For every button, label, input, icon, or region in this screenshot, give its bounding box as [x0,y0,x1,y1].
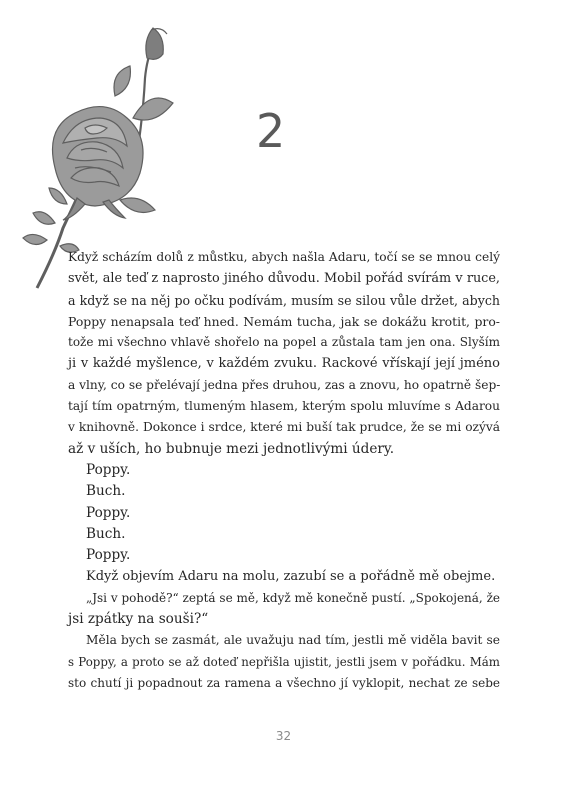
text-line: sto chutí ji popadnout za ramena a všechno jí vyklopit, nechat ze sebe [68,675,500,690]
text-line: a vlny, co se přelévají jedna přes druhou, zas a znovu, ho opatrně šep- [68,377,501,392]
text-line: Poppy nenapsala teď hned. Nemám tucha, jak se dokážu krotit, pro- [68,313,500,329]
text-line: „Jsi v pohodě?“ zeptá se mě, když mě konečně pustí. „Spokojená, že [86,590,500,605]
text-line: Když scházím dolů z můstku, abych našla Adaru, točí se se mnou celý [68,250,500,264]
text-line: tají tím opatrným, tlumeným hlasem, kterým spolu mluvíme s Adarou [68,399,500,414]
text-line: Poppy. [86,461,131,478]
text-line: ji v každé myšlence, v každém zvuku. Rackové vřískají její jméno [68,356,500,372]
text-line: s Poppy, a proto se až doteď nepřišla ujistit, jestli jsem v pořádku. Mám [68,654,500,669]
text-line: až v uších, ho bubnuje mezi jednotlivými údery. [68,440,395,457]
chapter-number: 2 [256,104,286,158]
page-number: 32 [275,729,292,743]
text-line: tože mi všechno vhlavě shořelo na popel a zůstala tam jen ona. Slyším [68,335,500,350]
text-line: jsi zpátky na souši?“ [68,611,209,628]
body-text [68,247,500,694]
text-line: a když se na něj po očku podívám, musím se silou vůle držet, abych [68,292,500,308]
text-line: Měla bych se zasmát, ale uvažuju nad tím, jestli mě viděla bavit se [86,633,500,648]
text-line: Poppy. [86,547,131,564]
text-line: Poppy. [86,504,131,521]
text-line: svět, ale teď z naprosto jiného důvodu. Mobil pořád svírám v ruce, [68,271,500,287]
text-line: Když objevím Adaru na molu, zazubí se a pořádně mě obejme. [86,569,496,585]
text-line: v knihovně. Dokonce i srdce, které mi buší tak prudce, že se mi ozývá [68,420,500,435]
text-line: Buch. [86,483,126,500]
text-line: Buch. [86,525,126,542]
